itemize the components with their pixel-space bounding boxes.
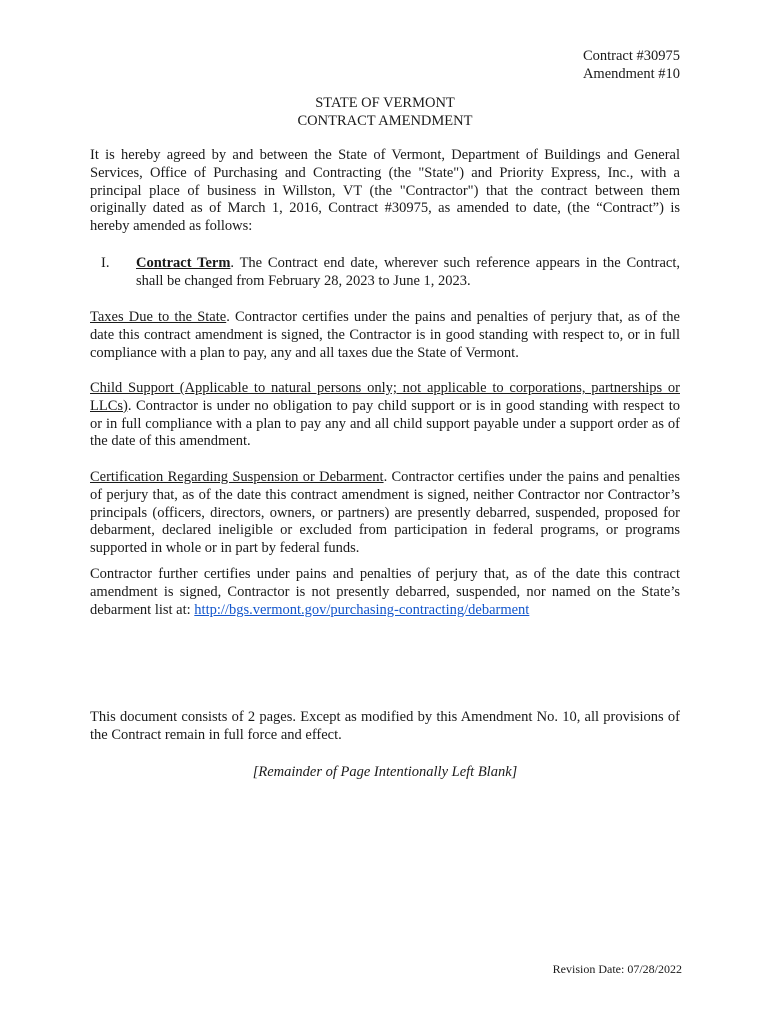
section-heading: Contract Term xyxy=(136,255,231,271)
further-body: Contractor further certifies under pains and penalties of perjury that, as of the date this contract amendment is signed, Contractor is not presently debarred, suspended, nor named on the State’s debarment list at: xyxy=(90,566,680,618)
title-line-1: STATE OF VERMONT xyxy=(315,95,455,111)
child-support-heading: Child Support (Applicable to natural persons only; not applicable to corporations, partnerships or LLCs) xyxy=(90,380,680,414)
title-line-2: CONTRACT AMENDMENT xyxy=(297,113,473,129)
child-support-paragraph xyxy=(90,380,680,451)
debarment-list-link[interactable]: http://bgs.vermont.gov/purchasing-contracting/debarment xyxy=(194,601,530,618)
child-support-body: . Contractor is under no obligation to pay child support or is in good standing with respect to or in full compliance with a plan to pay any and all child support payable under a support order as of the date of this amendment. xyxy=(90,397,680,450)
further-certification-paragraph xyxy=(90,566,680,619)
taxes-heading: Taxes Due to the State xyxy=(90,309,227,325)
section-heading-punct: . xyxy=(230,255,235,271)
intro-paragraph: It is hereby agreed by and between the State of Vermont, Department of Buildings and General Services, Office of Purchasing and Contracting (the "State") and Priority Express, Inc., with a principal place of business in Willston, VT (the "Contractor") that the contract between them originally dated as of March 1, 2016, Contract #30975, as amended to date, (the “Contract”) is hereby amended as follows: xyxy=(90,147,680,235)
contract-number: Contract #30975 xyxy=(582,48,680,64)
section-body: The Contract end date, wherever such reference appears in the Contract, shall be changed from February 28, 2023 to June 1, 2023. xyxy=(136,255,681,289)
taxes-body: . Contractor certifies under the pains and penalties of perjury that, as of the date this contract amendment is signed, the Contractor is in good standing with respect to, or in full compliance with a plan to pay, any and all taxes due the State of Vermont. xyxy=(90,309,680,361)
debarment-paragraph xyxy=(90,469,680,558)
closing-paragraph: This document consists of 2 pages. Except as modified by this Amendment No. 10, all provisions of the Contract remain in full force and effect. xyxy=(90,709,680,743)
amendment-number: Amendment #10 xyxy=(582,66,680,82)
contract-reference xyxy=(583,47,680,83)
remainder-note: [Remainder of Page Intentionally Left Blank] xyxy=(252,764,518,780)
section-contract-term xyxy=(136,255,680,291)
section-number: I. xyxy=(101,255,110,271)
taxes-paragraph xyxy=(90,309,680,362)
document-title xyxy=(0,94,770,130)
revision-date: Revision Date: 07/28/2022 xyxy=(552,962,682,976)
debarment-heading: Certification Regarding Suspension or Debarment xyxy=(90,469,384,485)
debarment-body: . Contractor certifies under the pains and penalties of perjury that, as of the date this contract amendment is signed, neither Contractor nor Contractor’s principals (officers, directors, owners, or partners) are presently debarred, suspended, proposed for debarment, declared ineligible or excluded from participation in federal programs, or programs supported in whole or in part by federal funds. xyxy=(90,469,680,557)
